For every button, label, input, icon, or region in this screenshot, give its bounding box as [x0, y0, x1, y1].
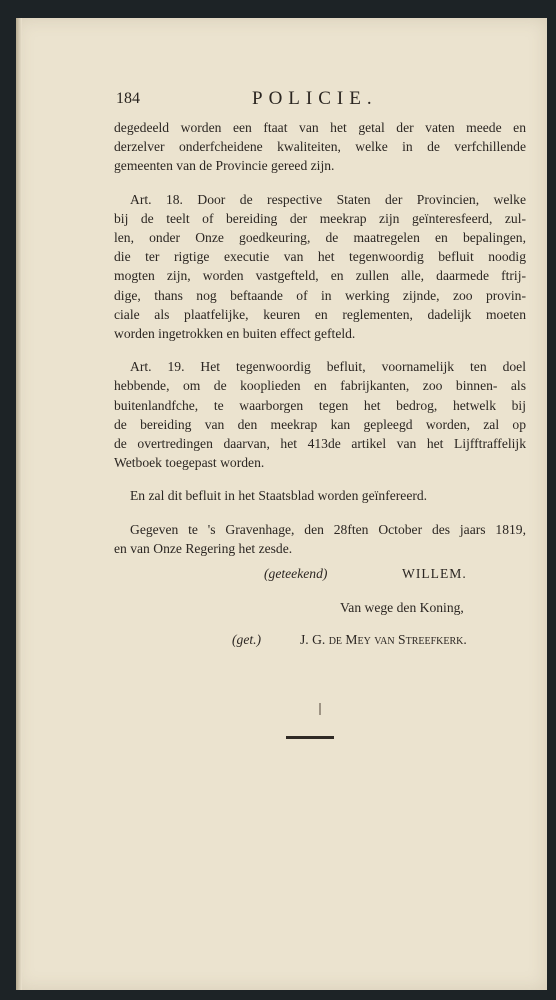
text-line: hebbende, om de kooplieden en fabrijkanten, zoo binnen- als	[114, 378, 526, 394]
text-line: bij de teelt of bereiding der meekrap zijn geïnteresfeerd, zul-	[114, 210, 526, 226]
signer-name: WILLEM.	[402, 566, 467, 581]
end-rule	[286, 736, 334, 739]
text-line: Art. 19. Het tegenwoordig befluit, voornamelijk ten doel	[130, 359, 526, 375]
text-line: En zal dit befluit in het Staatsblad worden geïnfereerd.	[130, 488, 428, 504]
paragraph-article-19	[114, 357, 526, 472]
text-line: buitenlandfche, te waarborgen tegen het bedrog, hetwelk bij	[114, 397, 526, 413]
text-line: dige, thans nog beftaande of in werking zijnde, zoo provin-	[114, 287, 526, 303]
text-line: de overtredingen daarvan, het 413de artikel van het Lijfftraffelijk	[114, 436, 526, 452]
text-line: mogten zijn, worden vastgefteld, en zullen alle, daarmede ftrij-	[114, 268, 526, 284]
paragraph-continuation	[114, 118, 526, 176]
text-line: ciale als plaatfelijke, keuren en reglementen, dadelijk moeten	[114, 306, 526, 322]
paragraph-given-at	[114, 520, 526, 558]
page-header	[116, 86, 526, 114]
running-title: POLICIE.	[252, 88, 378, 109]
text-line: de bereiding van den meekrap kan gepleegd worden, zal op	[114, 416, 526, 432]
paragraph-insertion	[114, 486, 526, 505]
book-page	[16, 18, 547, 990]
text-line: derzelver onderfcheidene kwaliteiten, welke in de verfchillende	[114, 139, 526, 155]
body-text	[114, 118, 526, 572]
countersigned-label: (get.)	[232, 632, 262, 647]
text-line: en van Onze Regering het zesde.	[114, 540, 293, 556]
stray-ink-mark	[319, 703, 321, 715]
text-line: degedeeld worden een ftaat van het getal der vaten meede en	[114, 120, 526, 135]
text-line: Gegeven te 's Gravenhage, den 28ften October des jaars 1819,	[130, 521, 526, 537]
by-order-label: Van wege den Koning,	[340, 600, 464, 615]
text-line: Wetboek toegepast worden.	[114, 455, 265, 471]
paragraph-article-18	[114, 190, 526, 344]
text-line: gemeenten van de Provincie gereed zijn.	[114, 158, 335, 174]
countersigner-name: J. G. de Mey van Streefkerk.	[300, 632, 467, 647]
signed-label: (geteekend)	[264, 566, 328, 581]
page-spine-shadow	[16, 18, 22, 990]
text-line: Art. 18. Door de respective Staten der Provincien, welke	[130, 191, 526, 207]
text-line: len, onder Onze goedkeuring, de maatregelen en bepalingen,	[114, 230, 526, 246]
text-line: die ter rigtige executie van het tegenwoordig befluit noodig	[114, 249, 526, 265]
signature-block	[114, 566, 526, 656]
page-number: 184	[116, 90, 140, 107]
text-line: worden ingetrokken en buiten effect gefteld.	[114, 326, 356, 342]
